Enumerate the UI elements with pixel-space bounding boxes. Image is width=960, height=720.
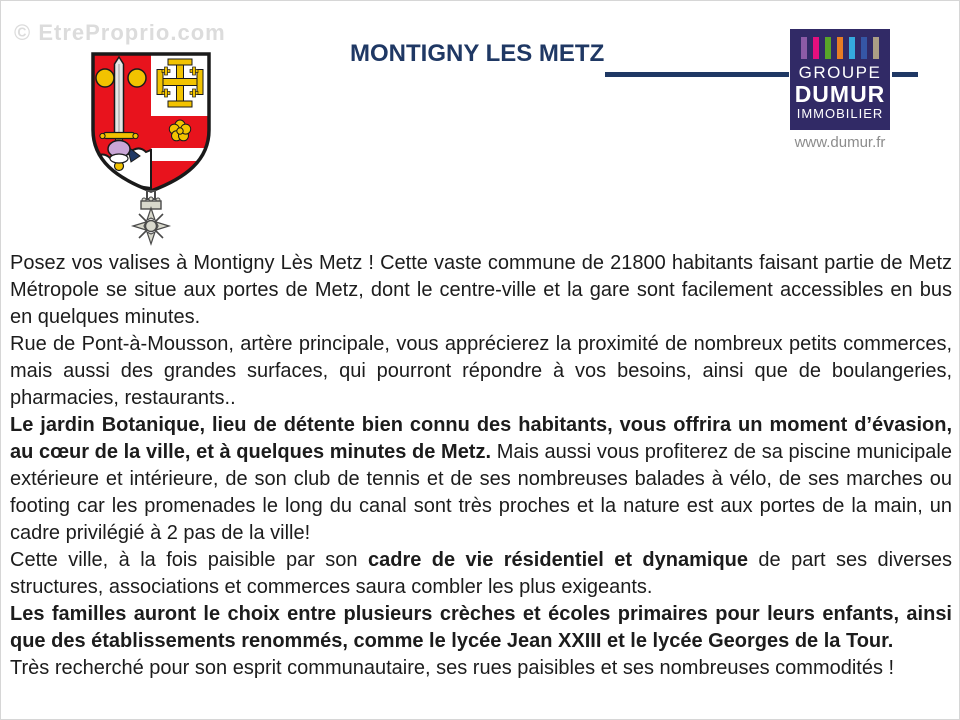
- paragraph: [10, 547, 952, 601]
- text-run: Le jardin Botanique, lieu de détente bien connu des habitants, vous offrira un moment d’évasion, au cœur de la ville, et à quelques minutes de Metz.: [10, 414, 952, 463]
- shield-fields: [86, 48, 216, 193]
- paragraph: [10, 655, 952, 682]
- paragraph: [10, 412, 952, 547]
- text-run: Les familles auront le choix entre plusieurs crèches et écoles primaires pour leurs enfants, ainsi que des établissements renommés, comme le lycée Jean XXIII et le lycée Georges de la Tour.: [10, 603, 952, 652]
- text-run: de part ses diverses structures, associations et commerces saura combler les plus exigeants.: [10, 549, 953, 598]
- description-text: [10, 250, 952, 682]
- logo-brand-name: DUMUR: [794, 81, 886, 107]
- page-title: MONTIGNY LES METZ: [350, 40, 605, 67]
- text-run: Mais aussi vous profiterez de sa piscine municipale extérieure et intérieure, de son club de tennis et de ses nombreuses balades à vélo, de ses marches ou footing car les promenades le long du canal sont très proches et la nature est aux portes de la main, un cadre privilégié à 2 pas de la ville!: [10, 441, 952, 544]
- logo-group-word: GROUPE: [798, 63, 882, 82]
- war-cross-pendant: [133, 191, 169, 244]
- cuff: [110, 154, 128, 163]
- logo-tagline: IMMOBILIER: [796, 106, 884, 121]
- header-rule-left: [605, 72, 789, 77]
- text-run: Rue de Pont-à-Mousson, artère principale, vous apprécierez la proximité de nombreux petits commerces, mais aussi des grandes surfaces, qui pourront répondre à vos besoins, ainsi que de boulangeries, pharmacies, restaurants..: [10, 333, 952, 409]
- text-run: cadre de vie résidentiel et dynamique: [367, 549, 749, 571]
- logo-color-bars-icon: [801, 37, 879, 59]
- watermark: © EtreProprio.com: [14, 20, 226, 45]
- text-run: Cette ville, à la fois paisible par son: [10, 549, 368, 571]
- groupe-dumur-logo: [790, 29, 890, 130]
- text-run: Posez vos valises à Montigny Lès Metz ! Cette vaste commune de 21800 habitants faisant partie de Metz Métropole se situe aux portes de Metz, dont le centre-ville et la gare sont facilement accessibles en bus en quelques minutes.: [10, 252, 952, 328]
- paragraph: [10, 331, 952, 412]
- roundel-right: [128, 69, 146, 87]
- header-rule-right: [892, 72, 918, 77]
- text-run: Très recherché pour son esprit communautaire, ses rues paisibles et ses nombreuses commodités !: [10, 657, 895, 679]
- paragraph: [10, 601, 952, 655]
- city-coat-of-arms: [86, 48, 216, 248]
- logo-website: www.dumur.fr: [794, 134, 886, 151]
- paragraph: [10, 250, 952, 331]
- roundel-left: [96, 69, 114, 87]
